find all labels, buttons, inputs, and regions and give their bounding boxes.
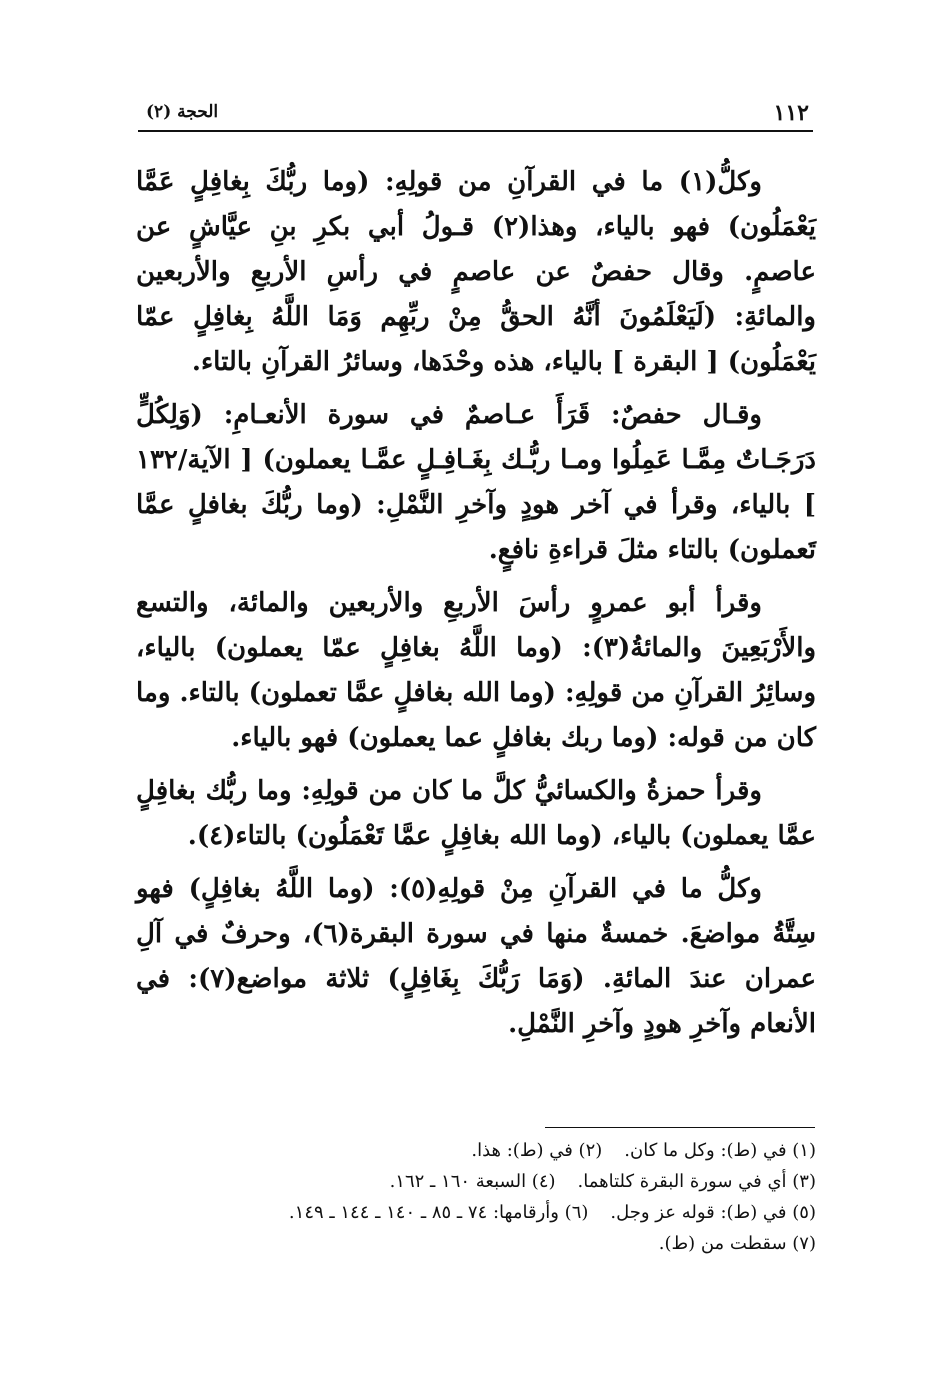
footnote: (٥) في (ط): قوله عز وجل. [610,1202,816,1223]
footnote: (٣) أي في سورة البقرة كلتاهما. [577,1171,816,1192]
page-number: ١١٢ [773,100,809,126]
footnote-row [136,1228,816,1259]
footnote: (١) في (ط): وكل ما كان. [624,1140,816,1161]
paragraph: وقرأ حمزةُ والكسائيُّ كلَّ ما كان من قولِهِ: وما ربُّك بغافِلٍ عمَّا يعملون) بالياء، (وما الله بغافِلٍ عمَّا تَعْمَلُون) بالتاء(٤). [136,776,816,851]
page-header [138,96,813,132]
paragraph: وكلُّ(١) ما في القرآنِ من قولِهِ: (وما ربُّكَ بِغافِلٍ عَمَّا يَعْمَلُون) فهو بالياء، وهذا(٢) قـولُ أبي بكرِ بنِ عيَّاشٍ عن عاصمٍ. وقال حفصٌ عن عاصمٍ في رأسِ الأربعِ والأربعين والمائةِ: (لَيَعْلَمُونَ أنَّهُ الحقُّ مِنْ ربِّهِم وَمَا اللَّهُ بِغافِلٍ عمّا يَعْمَلُون) [ البقرة ] بالياء، هذه وحْدَها، وسائرُ القرآنِ بالتاء. [136,167,817,377]
footnote-row [136,1135,816,1166]
paragraph: وقـال حفصٌ: قَرَأَ عـاصمٌ في سورة الأنعـامِ: (وَلِكُلٍّ دَرَجَـاتٌ مِمَّـا عَمِلُوا ومـا ربُّـك بِغَـافِـلٍ عمَّـا يعملون) [ الآية/١٣٢ ] بالياء، وقرأ في آخر هودٍ وآخرِ النَّمْلِ: (وما ربُّكَ بغافلٍ عمَّا تَعملون) بالتاء مثلَ قراءةِ نافعٍ. [136,400,816,565]
running-title: الحجة (٢) [146,102,219,122]
paragraph: وكلُّ ما في القرآنِ مِنْ قولِهِ(٥): (وما اللَّهُ بغافِلٍ) فهو سِتَّةُ مواضعَ. خمسةٌ منها في سورة البقرة(٦)، وحرفٌ في آلِ عمران عندَ المائةِ. (وَمَا رَبُّكَ بِغَافِلٍ) ثلاثة مواضع(٧): في الأنعام وآخرِ هودٍ وآخرِ النَّمْلِ. [136,874,816,1039]
footnote-row [136,1197,816,1228]
footnote: (٤) السبعة ١٦٠ ـ ١٦٢. [389,1171,556,1192]
footnote-row [136,1166,816,1197]
footnote-separator [545,1127,815,1128]
footnote: (٧) سقطت من (ط). [658,1233,816,1254]
main-text [136,160,816,1055]
footnote: (٦) وأرقامها: ٧٤ ـ ٨٥ ـ ١٤٠ ـ ١٤٤ ـ ١٤٩. [288,1202,589,1223]
footnote: (٢) في (ط): هذا. [471,1140,603,1161]
footnotes [136,1135,816,1259]
paragraph: وقرأ أبو عمروٍ رأسَ الأربعِ والأربعين والمائة، والتسع والأَرْبَعِينَ والمائةُ(٣): (وما اللَّهُ بغافِلٍ عمّا يعملون) بالياء، وسائِرُ القرآنِ من قولِهِ: (وما الله بغافلٍ عمَّا تعملون) بالتاء. وما كان من قوله: (وما ربك بغافلٍ عما يعملون) فهو بالياء. [136,588,817,753]
